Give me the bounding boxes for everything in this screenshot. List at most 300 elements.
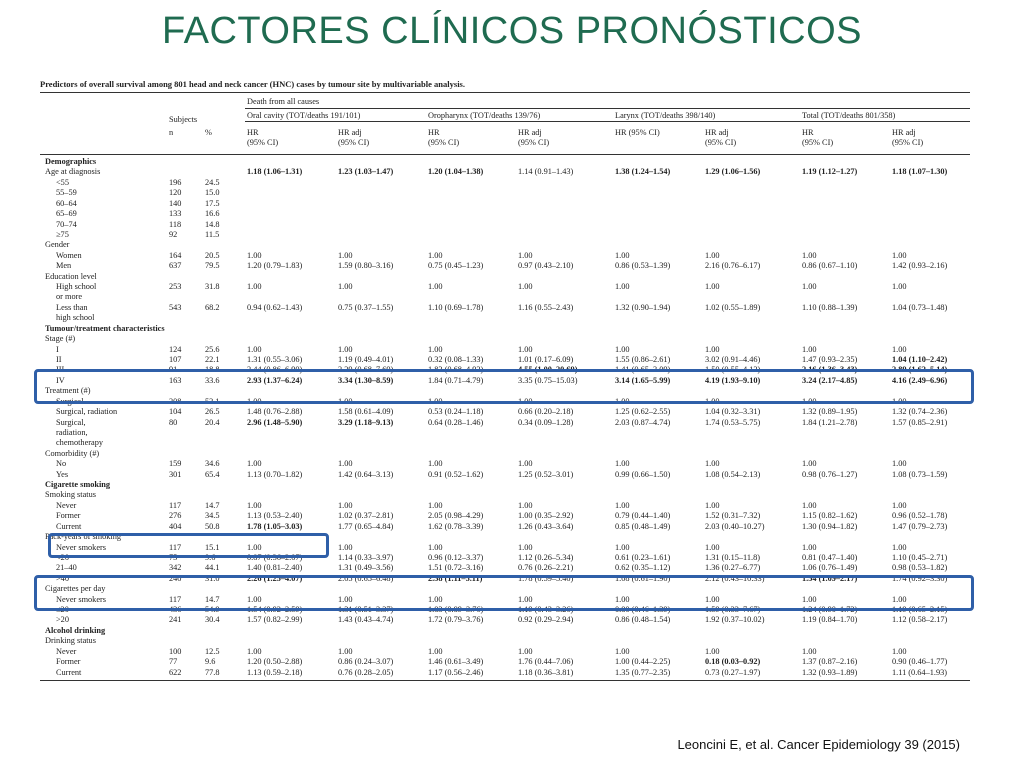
row-label: Never smokers: [56, 595, 106, 604]
cell-hr: 1.47 (0.79–2.73): [892, 522, 948, 531]
cell-hr: 4.55 (1.00–20.69): [518, 365, 578, 374]
cell-n: 117: [169, 595, 182, 604]
header-site: Total (TOT/deaths 801/358): [802, 111, 896, 120]
cell-hr: 1.62 (0.78–3.39): [428, 522, 484, 531]
cell-n: 140: [169, 199, 182, 208]
cell-hr: 1.57 (0.85–2.91): [892, 418, 948, 427]
cell-hr: 1.08 (0.61–1.90): [615, 574, 671, 583]
cell-hr: 1.00: [247, 345, 262, 354]
cell-hr: 1.01 (0.17–6.09): [518, 355, 574, 364]
cell-hr: 1.00: [615, 501, 630, 510]
cell-pct: 15.0: [205, 188, 220, 197]
cell-pct: 79.5: [205, 261, 220, 270]
row-label: Never: [56, 501, 77, 510]
group-header-rule: [245, 108, 970, 109]
cell-hr: 1.36 (0.27–6.77): [705, 563, 761, 572]
cell-hr: 1.19 (0.49–4.01): [338, 355, 394, 364]
row-label: 21–40: [56, 563, 77, 572]
cell-hr: 1.00: [428, 595, 443, 604]
cell-pct: 9.6: [205, 657, 216, 666]
cell-hr: 1.00: [705, 397, 720, 406]
cell-hr: 0.98 (0.53–1.82): [892, 563, 948, 572]
cell-hr: 1.00: [428, 282, 443, 291]
cell-pct: 65.4: [205, 470, 220, 479]
cell-hr: 0.64 (0.28–1.46): [428, 418, 484, 427]
cell-pct: 33.6: [205, 376, 220, 385]
cell-hr: 1.00: [892, 282, 907, 291]
header-ci: (95% CI): [518, 138, 550, 147]
cell-hr: 2.03 (0.87–4.74): [615, 418, 671, 427]
header-hr-adj: HR adj: [338, 128, 362, 137]
cell-n: 120: [169, 188, 182, 197]
header-n: n: [169, 128, 174, 137]
cell-n: 77: [169, 657, 178, 666]
cell-hr: 1.31 (0.15–11.8): [705, 553, 760, 562]
cell-hr: 1.30 (0.94–1.82): [802, 522, 858, 531]
cell-hr: 1.00: [705, 543, 720, 552]
cell-hr: 1.00: [892, 251, 907, 260]
cell-hr: 0.96 (0.52–1.78): [892, 511, 948, 520]
cell-hr: 1.00: [247, 397, 262, 406]
cell-hr: 1.00: [705, 345, 720, 354]
row-label: Yes: [56, 470, 69, 479]
group-label: Stage (#): [45, 334, 76, 343]
cell-pct: 53.1: [205, 397, 220, 406]
cell-hr: 0.92 (0.29–2.94): [518, 615, 574, 624]
row-label: No: [56, 459, 67, 468]
cell-n: 92: [169, 230, 178, 239]
cell-hr: 1.00 (0.35–2.92): [518, 511, 574, 520]
cell-hr: 1.02 (0.55–1.89): [705, 303, 761, 312]
cell-hr: 1.13 (0.53–2.40): [247, 511, 303, 520]
cell-pct: 54.9: [205, 605, 220, 614]
cell-hr: 0.86 (0.67–1.10): [802, 261, 858, 270]
cell-pct: 31.8: [205, 282, 220, 291]
cell-hr: 2.96 (1.48–5.90): [247, 418, 303, 427]
header-ci: (95% CI): [705, 138, 737, 147]
cell-hr: 1.00: [892, 595, 907, 604]
cell-hr: 1.00: [247, 282, 262, 291]
cell-hr: 0.86 (0.24–3.07): [338, 657, 394, 666]
cell-n: 117: [169, 543, 182, 552]
cell-hr: 1.18 (0.36–3.81): [518, 668, 574, 677]
cell-hr: 1.00: [338, 459, 353, 468]
cell-pct: 14.8: [205, 220, 220, 229]
header-ci: (95% CI): [428, 138, 460, 147]
group-label: Pack-years of smoking: [45, 532, 122, 541]
row-label: <20: [56, 553, 69, 562]
cell-n: 404: [169, 522, 182, 531]
cell-hr: 1.00: [705, 595, 720, 604]
cell-hr: 0.73 (0.27–1.97): [705, 668, 761, 677]
cell-hr: 0.98 (0.76–1.27): [802, 470, 858, 479]
cell-hr: 1.00: [802, 397, 817, 406]
group-label: Treatment (#): [45, 386, 91, 395]
header-hr: HR: [428, 128, 440, 137]
cell-n: 100: [169, 647, 182, 656]
cell-hr: 1.00: [615, 595, 630, 604]
cell-hr: 1.00: [705, 459, 720, 468]
cell-hr: 1.59 (0.80–3.16): [338, 261, 394, 270]
cell-n: 91: [169, 365, 178, 374]
cell-hr: 1.00: [518, 397, 533, 406]
cell-hr: 3.34 (1.30–8.59): [338, 376, 394, 385]
header-ci: (95% CI): [247, 138, 279, 147]
cell-hr: 0.32 (0.08–1.33): [428, 355, 484, 364]
cell-hr: 1.40 (0.81–2.40): [247, 563, 303, 572]
cell-hr: 1.31 (0.51–3.37): [338, 605, 394, 614]
cell-hr: 1.52 (0.31–7.32): [705, 511, 761, 520]
cell-hr: 1.08 (0.54–2.13): [705, 470, 761, 479]
cell-hr: 2.05 (0.65–6.48): [338, 574, 394, 583]
cell-hr: 0.18 (0.03–0.92): [705, 657, 761, 666]
cell-hr: 1.04 (0.32–3.31): [705, 407, 761, 416]
cell-hr: 1.00: [518, 501, 533, 510]
cell-hr: 1.04 (1.10–2.42): [892, 355, 948, 364]
cell-n: 301: [169, 470, 182, 479]
cell-hr: 1.00: [892, 397, 907, 406]
cell-hr: 1.77 (0.65–4.84): [338, 522, 394, 531]
cell-hr: 0.79 (0.44–1.40): [615, 511, 671, 520]
cell-hr: 1.31 (0.55–3.06): [247, 355, 303, 364]
cell-hr: 2.89 (1.62–5.14): [892, 365, 948, 374]
row-label: ≤20: [56, 605, 69, 614]
cell-hr: 1.00: [802, 543, 817, 552]
row-label: <55: [56, 178, 69, 187]
cell-n: 133: [169, 209, 182, 218]
row-label: Men: [56, 261, 72, 270]
cell-pct: 77.8: [205, 668, 220, 677]
cell-hr: 1.10 (0.69–1.78): [428, 303, 484, 312]
cell-n: 75: [169, 553, 178, 562]
row-label: II: [56, 355, 62, 364]
row-label: Surgical,: [56, 418, 86, 427]
cell-hr: 1.12 (0.26–5.34): [518, 553, 574, 562]
cell-n: 543: [169, 303, 182, 312]
cell-hr: 1.17 (0.56–2.46): [428, 668, 484, 677]
header-site: Oropharynx (TOT/deaths 139/76): [428, 111, 541, 120]
cell-hr: 1.92 (0.37–10.02): [705, 615, 765, 624]
header-site: Oral cavity (TOT/deaths 191/101): [247, 111, 361, 120]
cell-hr: 1.14 (0.91–1.43): [518, 167, 574, 176]
cell-n: 118: [169, 220, 182, 229]
cell-pct: 34.6: [205, 459, 220, 468]
cell-hr: 1.00: [705, 282, 720, 291]
row-label: Never smokers: [56, 543, 106, 552]
cell-hr: 2.26 (1.25–4.07): [247, 574, 303, 583]
group-label: Cigarettes per day: [45, 584, 106, 593]
highlight-current-smoker: [48, 533, 329, 558]
cell-hr: 1.00: [518, 251, 533, 260]
cell-hr: 1.00: [802, 345, 817, 354]
cell-hr: 1.41 (0.65–3.09): [615, 365, 671, 374]
cell-hr: 1.00: [802, 501, 817, 510]
cell-hr: 1.00: [518, 459, 533, 468]
cell-hr: 0.75 (0.45–1.23): [428, 261, 484, 270]
cell-hr: 0.96 (0.12–3.37): [428, 553, 484, 562]
highlight-pack-years: [34, 575, 974, 611]
cell-n: 253: [169, 282, 182, 291]
cell-hr: 1.00: [892, 345, 907, 354]
cell-hr: 1.43 (0.43–4.74): [338, 615, 394, 624]
cell-pct: 26.5: [205, 407, 220, 416]
cell-hr: 1.20 (0.79–1.83): [247, 261, 303, 270]
row-label: 70–74: [56, 220, 77, 229]
row-label: ≥75: [56, 230, 69, 239]
header-ci: (95% CI): [338, 138, 370, 147]
cell-pct: 22.1: [205, 355, 220, 364]
group-label: Gender: [45, 240, 70, 249]
cell-hr: 2.93 (1.37–6.24): [247, 376, 303, 385]
cell-hr: 1.46 (0.61–3.49): [428, 657, 484, 666]
cell-hr: 1.00: [615, 282, 630, 291]
cell-hr: 1.00: [247, 251, 262, 260]
cell-hr: 1.83 (0.89–3.76): [428, 605, 484, 614]
cell-hr: 1.00: [802, 459, 817, 468]
cell-hr: 1.00: [338, 251, 353, 260]
cell-hr: 1.04 (0.73–1.48): [892, 303, 948, 312]
cell-hr: 1.00: [705, 251, 720, 260]
cell-hr: 1.00: [338, 595, 353, 604]
cell-hr: 1.20 (1.04–1.38): [428, 167, 484, 176]
cell-hr: 1.14 (0.33–3.97): [338, 553, 394, 562]
cell-n: 159: [169, 459, 182, 468]
cell-hr: 1.32 (0.93–1.89): [802, 668, 858, 677]
cell-hr: 3.35 (0.75–15.03): [518, 376, 578, 385]
table-top-rule: [40, 92, 970, 93]
row-label: 55–59: [56, 188, 77, 197]
cell-hr: 1.00: [802, 282, 817, 291]
cell-hr: 1.26 (0.43–3.64): [518, 522, 574, 531]
cell-hr: 1.00: [428, 543, 443, 552]
section-heading: Cigarette smoking: [45, 480, 111, 489]
cell-hr: 1.31 (0.49–3.56): [338, 563, 394, 572]
highlight-stage-iii-iv: [34, 369, 974, 404]
cell-n: 163: [169, 376, 182, 385]
cell-hr: 1.32 (0.74–2.36): [892, 407, 948, 416]
cell-n: 107: [169, 355, 182, 364]
header-hr-adj: HR adj: [518, 128, 542, 137]
section-heading: Alcohol drinking: [45, 626, 106, 635]
cell-hr: 1.00: [615, 647, 630, 656]
row-label: IV: [56, 376, 65, 385]
cell-hr: 3.24 (2.17–4.85): [802, 376, 858, 385]
cell-hr: 1.20 (0.50–2.88): [247, 657, 303, 666]
cell-hr: 2.16 (1.36–3.43): [802, 365, 858, 374]
cell-hr: 1.35 (0.77–2.35): [615, 668, 671, 677]
cell-hr: 0.62 (0.35–1.12): [615, 563, 671, 572]
cell-hr: 1.00: [428, 459, 443, 468]
cell-n: 622: [169, 668, 182, 677]
cell-hr: 1.42 (0.64–3.13): [338, 470, 394, 479]
cell-hr: 1.10 (0.88–1.39): [802, 303, 858, 312]
cell-hr: 1.59 (0.33–7.67): [705, 605, 761, 614]
cell-hr: 1.00: [892, 459, 907, 468]
cell-pct: 25.6: [205, 345, 220, 354]
cell-hr: 4.16 (2.49–6.96): [892, 376, 948, 385]
cell-hr: 2.38 (1.11–5.11): [428, 574, 483, 583]
cell-hr: 2.16 (0.76–6.17): [705, 261, 761, 270]
group-label: Smoking status: [45, 490, 96, 499]
group-label: Comorbidity (#): [45, 449, 100, 458]
cell-hr: 1.19 (1.12–1.27): [802, 167, 858, 176]
cell-n: 117: [169, 501, 182, 510]
header-pct: %: [205, 128, 212, 137]
cell-pct: 20.5: [205, 251, 220, 260]
cell-hr: 1.32 (0.90–1.94): [615, 303, 671, 312]
cell-hr: 1.10 (0.45–2.71): [892, 553, 948, 562]
group-label: Age at diagnosis: [45, 167, 101, 176]
row-label: III: [56, 365, 65, 374]
cell-hr: 0.85 (0.48–1.49): [615, 522, 671, 531]
cell-hr: 0.91 (0.52–1.62): [428, 470, 484, 479]
cell-pct: 14.7: [205, 501, 220, 510]
cell-n: 342: [169, 563, 182, 572]
cell-pct: 44.1: [205, 563, 220, 572]
cell-hr: 1.00: [247, 543, 262, 552]
cell-hr: 1.50 (0.55–4.12): [705, 365, 761, 374]
table-bottom-rule: [40, 680, 970, 681]
cell-hr: 1.00: [615, 345, 630, 354]
row-label: chemotherapy: [56, 438, 103, 447]
cell-hr: 1.00: [705, 501, 720, 510]
cell-pct: 15.1: [205, 543, 220, 552]
cell-hr: 1.72 (0.79–3.76): [428, 615, 484, 624]
cell-hr: 1.00: [802, 251, 817, 260]
cell-n: 104: [169, 407, 182, 416]
cell-hr: 1.00: [247, 647, 262, 656]
cell-hr: 4.19 (1.93–9.10): [705, 376, 761, 385]
cell-hr: 1.25 (0.62–2.55): [615, 407, 671, 416]
cell-hr: 1.19 (0.65–2.15): [892, 605, 948, 614]
header-ci: (95% CI): [802, 138, 834, 147]
cell-hr: 1.54 (0.92–2.59): [247, 605, 303, 614]
cell-hr: 0.61 (0.23–1.61): [615, 553, 671, 562]
cell-hr: 2.29 (0.68–7.69): [338, 365, 394, 374]
cell-hr: 3.29 (1.18–9.13): [338, 418, 394, 427]
cell-hr: 2.12 (0.43–10.33): [705, 574, 765, 583]
cell-hr: 1.12 (0.58–2.17): [892, 615, 948, 624]
cell-hr: 1.00: [892, 543, 907, 552]
cell-hr: 1.00: [428, 647, 443, 656]
group-label: Drinking status: [45, 636, 96, 645]
cell-pct: 11.5: [205, 230, 220, 239]
cell-n: 124: [169, 345, 182, 354]
cell-hr: 1.00: [518, 345, 533, 354]
row-label: Surgical: [56, 397, 84, 406]
row-label: high school: [56, 313, 95, 322]
cell-hr: 1.11 (0.64–1.93): [892, 668, 947, 677]
cell-hr: 1.08 (0.73–1.59): [892, 470, 948, 479]
cell-hr: 1.00: [518, 543, 533, 552]
cell-hr: 0.80 (0.46–1.39): [615, 605, 671, 614]
cell-hr: 1.24 (0.90–1.72): [802, 605, 858, 614]
cell-hr: 1.18 (1.07–1.30): [892, 167, 948, 176]
cell-hr: 3.02 (0.91–4.46): [705, 355, 761, 364]
cell-hr: 1.54 (1.09–2.17): [802, 574, 858, 583]
cell-n: 436: [169, 605, 182, 614]
row-label: Surgical, radiation: [56, 407, 118, 416]
header-group-label: Death from all causes: [247, 97, 320, 106]
cell-hr: 1.00: [518, 595, 533, 604]
cell-hr: 1.32 (0.89–1.95): [802, 407, 858, 416]
cell-hr: 1.78 (1.05–3.03): [247, 522, 303, 531]
cell-hr: 1.00: [338, 397, 353, 406]
row-label: Current: [56, 668, 82, 677]
header-hr-ci: HR (95% CI): [615, 128, 660, 137]
cell-hr: 1.00: [428, 501, 443, 510]
row-label: I: [56, 345, 59, 354]
row-label: Women: [56, 251, 82, 260]
cell-hr: 1.02 (0.37–2.81): [338, 511, 394, 520]
header-ci: (95% CI): [892, 138, 924, 147]
cell-hr: 0.76 (0.26–2.21): [518, 563, 574, 572]
cell-hr: 1.74 (0.92–3.30): [892, 574, 948, 583]
header-hr: HR: [247, 128, 259, 137]
cell-hr: 0.81 (0.47–1.40): [802, 553, 858, 562]
cell-hr: 1.00: [615, 543, 630, 552]
cell-hr: 1.00: [338, 501, 353, 510]
cell-hr: 1.00: [518, 282, 533, 291]
cell-hr: 1.13 (0.70–1.82): [247, 470, 303, 479]
cell-hr: 1.19 (0.84–1.70): [802, 615, 858, 624]
slide-title: FACTORES CLÍNICOS PRONÓSTICOS: [161, 10, 863, 52]
cell-hr: 0.94 (0.62–1.43): [247, 303, 303, 312]
section-heading: Tumour/treatment characteristics: [45, 324, 165, 333]
table-caption: Predictors of overall survival among 801 head and neck cancer (HNC) cases by tumour site by multivariable analysis.: [40, 79, 465, 89]
cell-hr: 1.00: [247, 501, 262, 510]
row-label: 60–64: [56, 199, 77, 208]
cell-hr: 1.06 (0.76–1.49): [802, 563, 858, 572]
cell-hr: 1.42 (0.93–2.16): [892, 261, 948, 270]
cell-hr: 1.00 (0.44–2.25): [615, 657, 671, 666]
cell-pct: 20.4: [205, 418, 220, 427]
cell-hr: 1.19 (0.43–3.26): [518, 605, 574, 614]
header-hr: HR: [802, 128, 814, 137]
header-bottom-rule: [40, 154, 970, 155]
cell-hr: 1.48 (0.76–2.88): [247, 407, 303, 416]
cell-hr: 1.58 (0.61–4.09): [338, 407, 394, 416]
cell-n: 276: [169, 511, 182, 520]
cell-pct: 14.7: [205, 595, 220, 604]
cell-hr: 1.38 (1.24–1.54): [615, 167, 671, 176]
cell-hr: 1.25 (0.52–3.01): [518, 470, 574, 479]
cell-hr: 1.00: [338, 647, 353, 656]
cell-hr: 0.97 (0.43–2.10): [518, 261, 574, 270]
header-site: Larynx (TOT/deaths 398/140): [615, 111, 716, 120]
cell-hr: 1.00: [615, 251, 630, 260]
cell-hr: 1.37 (0.87–2.16): [802, 657, 858, 666]
row-label: Former: [56, 511, 81, 520]
cell-hr: 1.00: [802, 595, 817, 604]
cell-hr: 1.00: [518, 647, 533, 656]
cell-hr: 0.34 (0.09–1.28): [518, 418, 574, 427]
cell-n: 80: [169, 418, 178, 427]
row-label: Former: [56, 657, 81, 666]
cell-n: 164: [169, 251, 182, 260]
cell-pct: 50.8: [205, 522, 220, 531]
group-label: Education level: [45, 272, 97, 281]
cell-hr: 1.16 (0.55–2.43): [518, 303, 574, 312]
row-label: >20: [56, 615, 69, 624]
cell-n: 196: [169, 178, 182, 187]
cell-pct: 31.0: [205, 574, 220, 583]
cell-hr: 1.00: [615, 459, 630, 468]
cell-n: 241: [169, 615, 182, 624]
cell-hr: 0.75 (0.37–1.55): [338, 303, 394, 312]
cell-hr: 1.55 (0.86–2.61): [615, 355, 671, 364]
cell-hr: 0.53 (0.24–1.18): [428, 407, 484, 416]
